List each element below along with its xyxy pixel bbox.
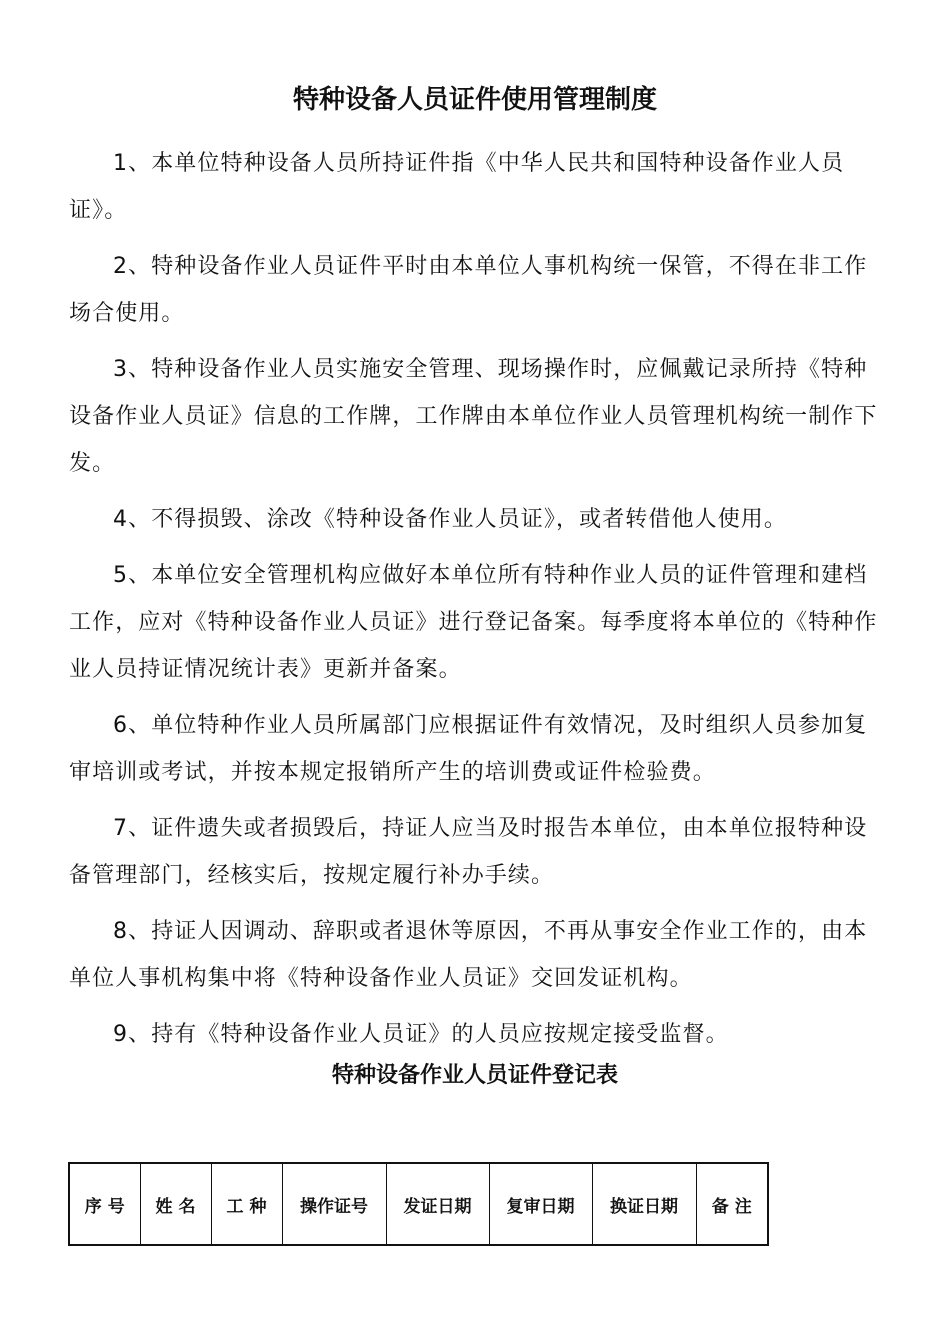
rule-item: 2、特种设备作业人员证件平时由本单位人事机构统一保管，不得在非工作场合使用。 <box>69 254 868 326</box>
column-header-renewal-date: 换证日期 <box>592 1163 696 1245</box>
rule-item: 5、本单位安全管理机构应做好本单位所有特种作业人员的证件管理和建档工作，应对《特种设备作业人员证》进行登记备案。每季度将本单位的《特种作业人员持证情况统计表》更新并备案。 <box>69 563 878 682</box>
table-header-row <box>69 1163 768 1245</box>
column-header-job-type: 工 种 <box>211 1163 282 1245</box>
column-header-issue-date: 发证日期 <box>386 1163 489 1245</box>
rule-item: 7、证件遗失或者损毁后，持证人应当及时报告本单位，由本单位报特种设备管理部门，经核实后，按规定履行补办手续。 <box>69 816 868 888</box>
column-header-name: 姓 名 <box>140 1163 211 1245</box>
column-header-review-date: 复审日期 <box>489 1163 592 1245</box>
rules-list <box>69 140 881 1067</box>
page-title: 特种设备人员证件使用管理制度 <box>292 85 657 115</box>
rule-item: 1、本单位特种设备人员所持证件指《中华人民共和国特种设备作业人员证》。 <box>69 151 845 223</box>
rule-item: 8、持证人因调动、辞职或者退休等原因，不再从事安全作业工作的，由本单位人事机构集中将《特种设备作业人员证》交回发证机构。 <box>69 919 868 991</box>
column-header-remarks: 备 注 <box>696 1163 768 1245</box>
rule-item: 4、不得损毁、涂改《特种设备作业人员证》，或者转借他人使用。 <box>113 507 787 532</box>
column-header-index: 序 号 <box>69 1163 140 1245</box>
rule-item: 9、持有《特种设备作业人员证》的人员应按规定接受监督。 <box>113 1022 729 1047</box>
rule-item: 6、单位特种作业人员所属部门应根据证件有效情况，及时组织人员参加复审培训或考试，并按本规定报销所产生的培训费或证件检验费。 <box>69 713 868 785</box>
rule-item: 3、特种设备作业人员实施安全管理、现场操作时，应佩戴记录所持《特种设备作业人员证》信息的工作牌，工作牌由本单位作业人员管理机构统一制作下发。 <box>69 357 878 476</box>
register-table-title: 特种设备作业人员证件登记表 <box>331 1063 618 1088</box>
register-table <box>68 1162 769 1246</box>
column-header-certificate-no: 操作证号 <box>282 1163 386 1245</box>
